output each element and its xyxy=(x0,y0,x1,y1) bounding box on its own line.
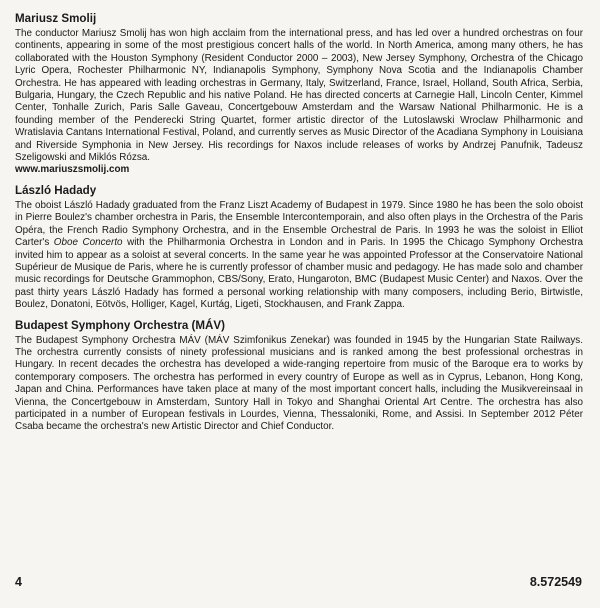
body-text: The oboist László Hadady graduated from the Franz Liszt Academy of Budapest in 1979. Since 1980 he has been the solo oboist in Pierre Boulez's chamber orchestra in Paris, the Ensemble Intercontemporain, and also often plays in the Orchestra of the Paris Opéra, the French Radio Symphony Orchestra, and in the Ensemble Orchestral de Paris. In 1993 he was the soloist in Elliot Carter's xyxy=(15,199,583,249)
section-heading: Budapest Symphony Orchestra (MÁV) xyxy=(15,318,226,332)
section-heading: Mariusz Smolij xyxy=(15,12,97,25)
booklet-page xyxy=(15,12,583,441)
section-mariusz-smolij xyxy=(15,12,583,177)
work-title: Oboe Concerto xyxy=(53,237,123,249)
section-budapest-symphony xyxy=(15,319,583,434)
section-body xyxy=(15,335,583,434)
section-body xyxy=(15,200,583,312)
body-text: The conductor Mariusz Smolij has won high acclaim from the international press, and has led over a hundred orchestras on four continents, appearing in some of the most prestigious concert halls of the world. In North America, among many others, he has collaborated with the Houston Symphony (Resident Conductor 2000 – 2003), New Jersey Symphony, Orchestra of the Chicago Lyric Opera, Rochester Philharmonic NY, Indianapolis Symphony, Symphony Nova Scotia and the Indianapolis Chamber Orchestra. He has appeared with leading orchestras in Germany, Italy, Switzerland, France, Israel, Holland, South Africa, Serbia, Bulgaria, Hungary, the Czech Republic and his native Poland. He has directed concerts at Carnegie Hall, Lincoln Center, Kimmel Center, Tonhalle Zurich, Paris Salle Gaveau, Concertgebouw Amsterdam and the Warsaw National Philharmonic. He is a founding member of the Penderecki String Quartet, former artistic director of the Lutoslawski Wroclaw Philharmonic and Wratislavia Cantans International Festival, Poland, and currently serves as Music Director of the Acadiana Symphony in Louisiana and Riverside Symphonia in New Jersey. His recordings for Naxos include releases of works by Andrzej Panufnik, Tadeusz Szeligowski and Miklós Rózsa. xyxy=(15,28,583,164)
body-text: with the Philharmonia Orchestra in London and in Paris. In 1995 the Chicago Symphony Orchestra invited him to appear as a soloist at several concerts. In the same year he was appointed Professor at the Conservatoire National Supérieur de Musique de Paris, where he is currently professor of chamber music and pedagogy. He has made solo and chamber music recordings for Deutsche Grammophon, CBS/Sony, Erato, Hungaroton, BMC (Budapest Music Center) and Naxos. Over the past thirty years László Hadady has formed a personal working relationship with many composers, including Berio, Birtwistle, Boulez, Donatoni, Eötvös, Holliger, Kagel, Kurtág, Ligeti, Stockhausen, and Frank Zappa. xyxy=(15,237,583,311)
body-text: The Budapest Symphony Orchestra MÁV (MÁV Szimfonikus Zenekar) was founded in 1945 by the Hungarian State Railways. The orchestra currently consists of ninety professional musicians and is ranked among the best professional orchestras in Hungary. In recent decades the orchestra has developed a wide-ranging repertoire from music of the Baroque era to works by contemporary composers. The orchestra has performed in every country of Europe as well as in Cyprus, Lebanon, Hong Kong, Japan and China. Performances have taken place at many of the most important concert halls, including the Musikvereinsaal in Vienna, the Concertgebouw in Amsterdam, Suntory Hall in Tokyo and Shanghai Oriental Art Centre. The orchestra has also participated in a number of European festivals in Lourdes, Vienna, Thessaloniki, Rome, and Assisi. In September 2012 Péter Csaba became the orchestra's new Artistic Director and Chief Conductor. xyxy=(15,334,583,433)
website-link[interactable]: www.mariuszsmolij.com xyxy=(15,164,130,176)
section-laszlo-hadady xyxy=(15,184,583,312)
section-body xyxy=(15,28,583,177)
catalogue-number: 8.572549 xyxy=(529,575,582,589)
page-number: 4 xyxy=(15,575,22,589)
section-heading: László Hadady xyxy=(15,183,97,197)
